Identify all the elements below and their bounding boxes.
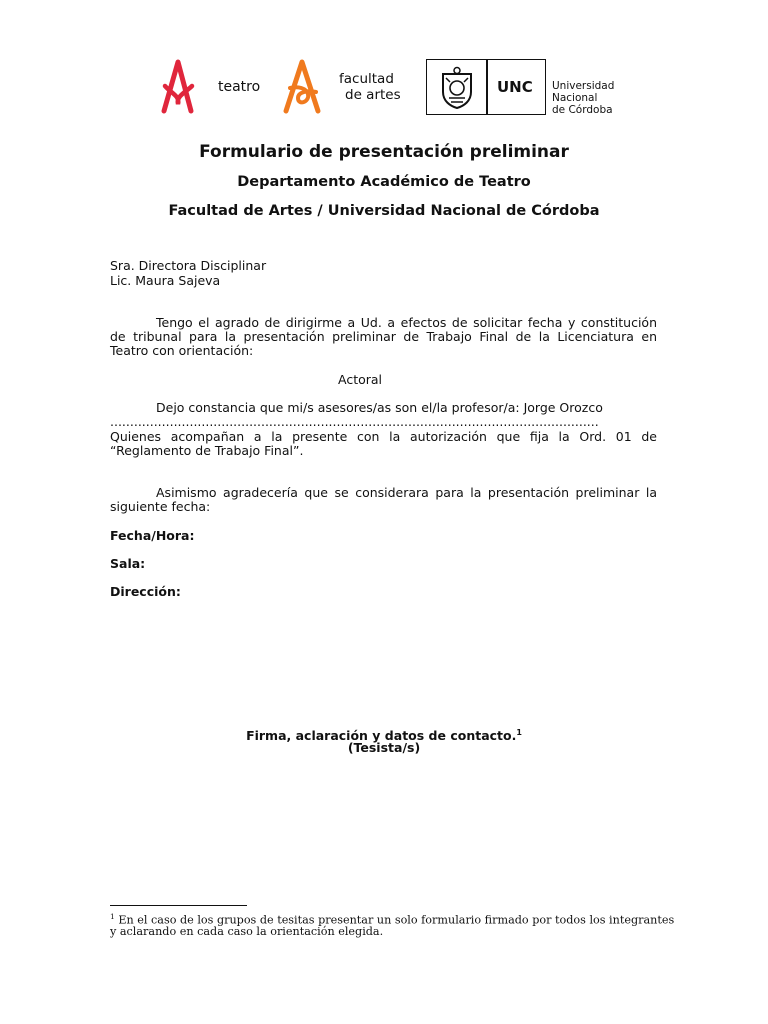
recipient-line-1: Sra. Directora Disciplinar	[110, 258, 267, 273]
para3-line-1: Asimismo agradecería que se considerara para la presentación preliminar la	[156, 485, 657, 500]
unc-name-2: Nacional	[552, 92, 598, 104]
para2-line-2: Quienes acompañan a la presente con la autorización que fija la Ord. 01 de	[110, 429, 657, 444]
unc-name-3: de Córdoba	[552, 104, 613, 116]
footnote-marker: 1	[110, 912, 115, 921]
unc-divider	[486, 60, 488, 114]
department-heading: Departamento Académico de Teatro	[237, 174, 531, 190]
unc-label: UNC	[497, 78, 533, 96]
facultad-logo-icon	[280, 56, 340, 116]
recipient-line-2: Lic. Maura Sajeva	[110, 273, 221, 288]
faculty-heading: Facultad de Artes / Universidad Nacional de Córdoba	[168, 203, 600, 219]
dotted-line: ...........................................................................................................................	[110, 415, 599, 429]
para1-line-1: Tengo el agrado de dirigirme a Ud. a efectos de solicitar fecha y constitución	[156, 315, 657, 330]
orientation-value: Actoral	[338, 372, 383, 387]
facultad-logo-label-2: de artes	[345, 87, 401, 103]
footnote-separator	[110, 905, 247, 906]
teatro-logo-icon	[158, 56, 218, 116]
facultad-logo-label-1: facultad	[339, 71, 394, 87]
footnote-text-1: En el caso de los grupos de tesitas presentar un solo formulario firmado por todos los integrantes	[118, 913, 675, 927]
direccion-label: Dirección:	[110, 584, 181, 599]
advisors-line: Dejo constancia que mi/s asesores/as son el/la profesor/a: Jorge Orozco	[156, 400, 603, 415]
unc-crest-icon	[437, 66, 477, 110]
tesista-label: (Tesista/s)	[347, 740, 421, 755]
unc-name-1: Universidad	[552, 80, 615, 92]
para3-line-2: siguiente fecha:	[110, 499, 211, 514]
signature-text: Firma, aclaración y datos de contacto.	[246, 728, 517, 744]
para2-line-3: “Reglamento de Trabajo Final”.	[110, 443, 304, 458]
footnote-line-2: y aclarando en cada caso la orientación elegida.	[110, 925, 384, 938]
sala-label: Sala:	[110, 556, 146, 571]
fecha-hora-label: Fecha/Hora:	[110, 528, 195, 543]
unc-logo-box	[426, 59, 546, 115]
page-title: Formulario de presentación preliminar	[199, 142, 569, 162]
para1-line-2: de tribunal para la presentación preliminar de Trabajo Final de la Licenciatura en	[110, 329, 657, 344]
para1-line-3: Teatro con orientación:	[110, 343, 254, 358]
footnote-ref: 1	[516, 728, 522, 737]
teatro-logo-label: teatro	[218, 79, 261, 95]
